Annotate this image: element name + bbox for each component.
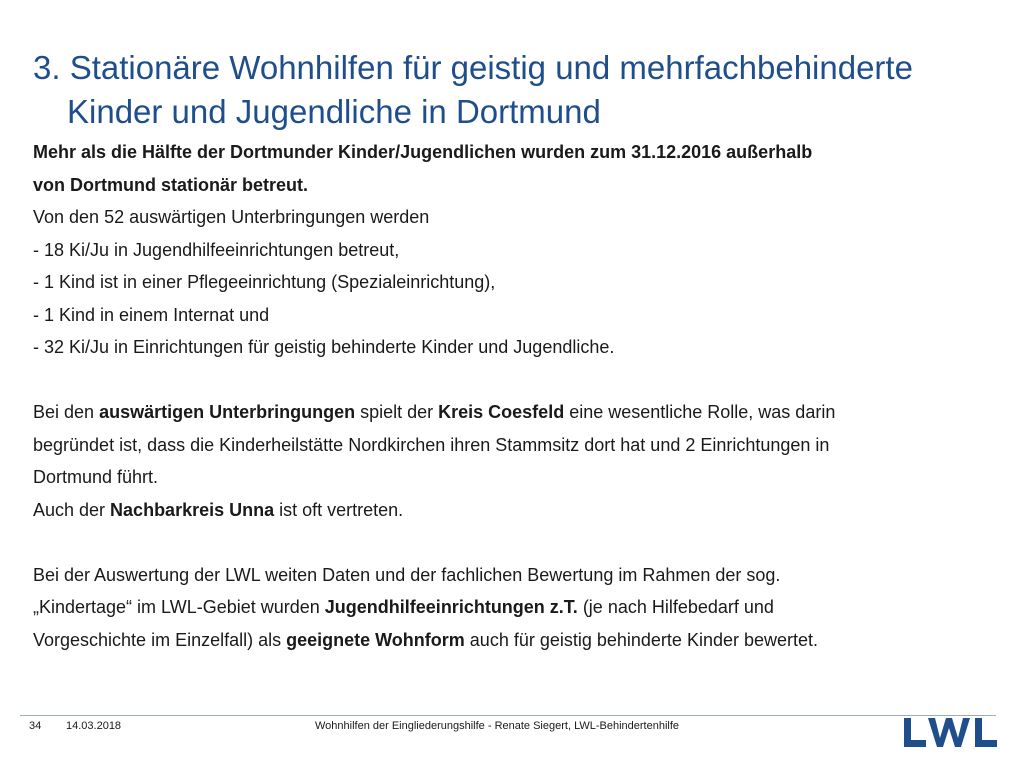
emphasis-kreis-coesfeld: Kreis Coesfeld	[438, 402, 565, 422]
title-line-2: Kinder und Jugendliche in Dortmund	[67, 93, 601, 130]
emphasis-youth-welfare-facilities: Jugendhilfeeinrichtungen z.T.	[324, 597, 578, 617]
intro-bold-line-1: Mehr als die Hälfte der Dortmunder Kinder/Jugendlichen wurden zum 31.12.2016 außerhalb	[33, 142, 813, 162]
text: Vorgeschichte im Einzelfall) als	[33, 629, 287, 650]
evaluation-paragraph-line-1: Bei der Auswertung der LWL weiten Daten und der fachlichen Bewertung im Rahmen der sog.	[33, 564, 781, 585]
text: ist oft vertreten.	[274, 499, 404, 520]
lwl-logo-mark	[904, 718, 997, 747]
spacer	[33, 526, 993, 559]
unna-paragraph	[33, 494, 993, 527]
emphasis-external-placements: auswärtigen Unterbringungen	[99, 402, 356, 422]
lwl-logo	[904, 718, 997, 747]
title-line-1: 3. Stationäre Wohnhilfen für geistig und mehrfachbehinderte	[33, 49, 913, 86]
slide-body	[33, 136, 993, 656]
slide-title	[33, 46, 1003, 134]
text: Auch der	[33, 499, 111, 520]
placement-item-3: - 1 Kind in einem Internat und	[33, 304, 270, 325]
placement-item-1: - 18 Ki/Ju in Jugendhilfeeinrichtungen betreut,	[33, 239, 400, 260]
intro-bold-line-2: von Dortmund stationär betreut.	[33, 174, 309, 195]
placement-item-4: - 32 Ki/Ju in Einrichtungen für geistig behinderte Kinder und Jugendliche.	[33, 337, 615, 357]
emphasis-nachbarkreis-unna: Nachbarkreis Unna	[110, 499, 275, 520]
coesfeld-paragraph-line-3: Dortmund führt.	[33, 467, 159, 487]
evaluation-paragraph-line-3	[33, 624, 993, 657]
footer-divider	[20, 715, 996, 716]
text: auch für geistig behinderte Kinder bewertet.	[464, 629, 819, 650]
text: „Kindertage“ im LWL-Gebiet wurden	[33, 597, 325, 617]
spacer	[33, 364, 993, 397]
coesfeld-paragraph-line-2: begründet ist, dass die Kinderheilstätte Nordkirchen ihren Stammsitz dort hat und 2 Einrichtungen in	[33, 434, 830, 455]
footer-date: 14.03.2018	[66, 720, 122, 732]
evaluation-paragraph-line-2	[33, 591, 993, 624]
placement-lead: Von den 52 auswärtigen Unterbringungen werden	[33, 207, 430, 227]
text: eine wesentliche Rolle, was darin	[564, 402, 836, 422]
emphasis-suitable-housing: geeignete Wohnform	[286, 629, 465, 650]
text: (je nach Hilfebedarf und	[577, 597, 774, 617]
coesfeld-paragraph-line-1	[33, 396, 993, 429]
page-number: 34	[29, 720, 42, 732]
text: spielt der	[355, 402, 439, 422]
text: Bei den	[33, 402, 100, 422]
placement-item-2: - 1 Kind ist in einer Pflegeeinrichtung (Spezialeinrichtung),	[33, 272, 496, 292]
footer-text: Wohnhilfen der Eingliederungshilfe - Renate Siegert, LWL-Behindertenhilfe	[315, 720, 680, 732]
